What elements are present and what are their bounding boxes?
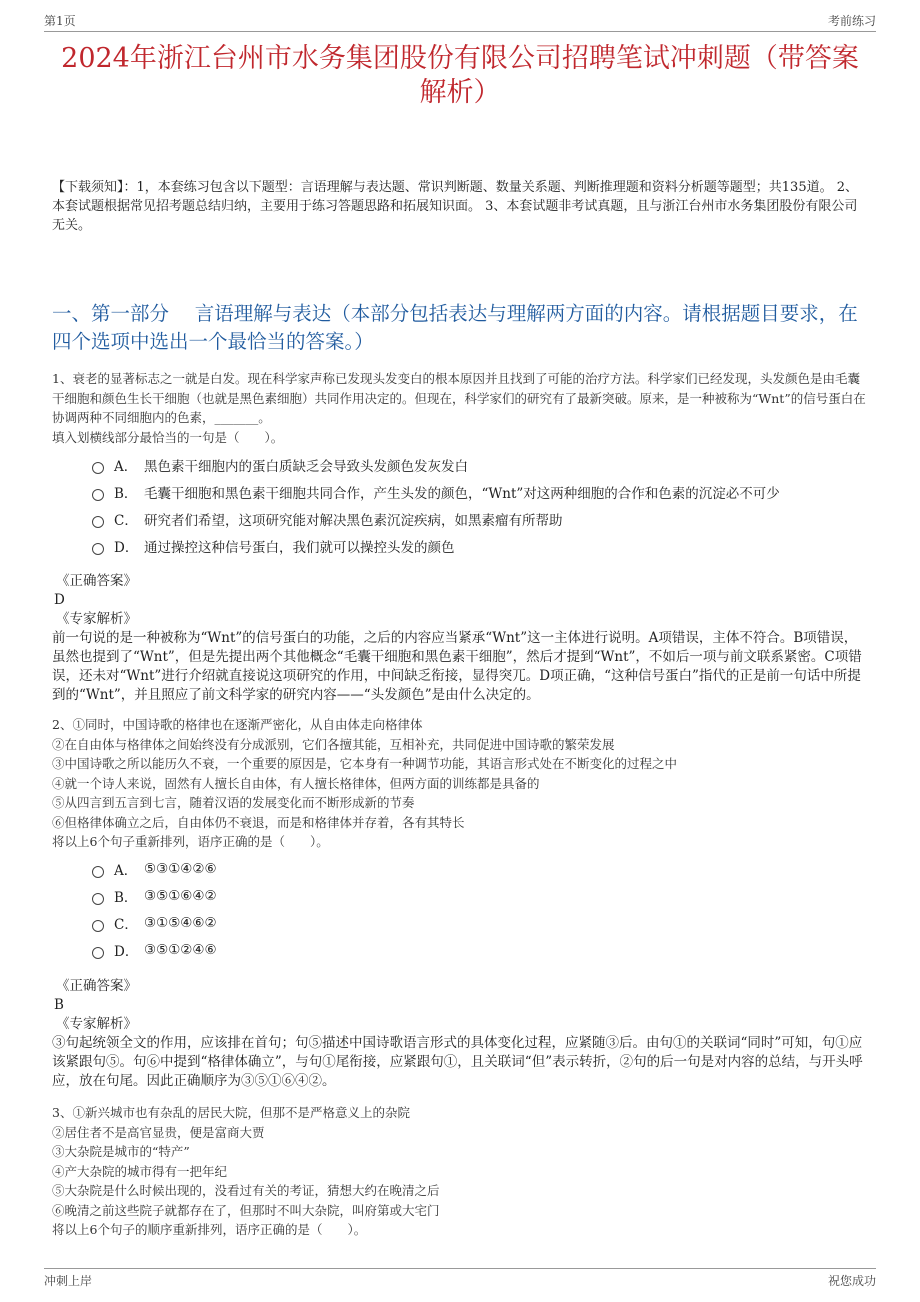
q1-option-c[interactable]: C． 研究者们希望，这项研究能对解决黑色素沉淀疾病，如黑素瘤有所帮助 xyxy=(52,505,868,532)
option-text: 研究者们希望，这项研究能对解决黑色素沉淀疾病，如黑素瘤有所帮助 xyxy=(144,512,563,529)
question-3 xyxy=(52,1103,868,1240)
q1-option-b[interactable]: B． 毛囊干细胞和黑色素干细胞共同合作，产生头发的颜色，“Wnt”对这两种细胞的合作和色素的沉淀必不可少 xyxy=(52,478,868,505)
radio-icon[interactable] xyxy=(92,893,104,905)
document-title: 2024年浙江台州市水务集团股份有限公司招聘笔试冲刺题（带答案解析） xyxy=(61,43,859,108)
q2-prompt: 将以上6个句子重新排列，语序正确的是（ ）。 xyxy=(52,834,329,849)
download-notice: 【下载须知】：1，本套练习包含以下题型：言语理解与表达题、常识判断题、数量关系题、判断推理题和资料分析题等题型；共135道。 2、本套试题根据常见招考题总结归纳，主要用于练习答题思路和拓展知识面。 3、本套试题非考试真题，且与浙江台州市水务集团股份有限公司无关。 xyxy=(52,180,858,233)
section-heading: 一、第一部分 言语理解与表达（本部分包括表达与理解两方面的内容。请根据题目要求，在四个选项中选出一个最恰当的答案。） xyxy=(52,302,858,353)
question-1-prompt: 填入划横线部分最恰当的一句是（ ）。 xyxy=(52,429,284,445)
page-number: 第1页 xyxy=(44,14,76,28)
answer-label: 《正确答案》 xyxy=(56,573,137,589)
option-text: 毛囊干细胞和黑色素干细胞共同合作，产生头发的颜色，“Wnt”对这两种细胞的合作和色素的沉淀必不可少 xyxy=(144,485,780,502)
footer-left: 冲刺上岸 xyxy=(44,1274,93,1288)
radio-icon[interactable] xyxy=(92,920,104,932)
q3-line: ④产大杂院的城市得有一把年纪 xyxy=(52,1163,228,1179)
q1-option-d[interactable]: D． 通过操控这种信号蛋白，我们就可以操控头发的颜色 xyxy=(52,532,868,559)
question-2-options xyxy=(52,856,868,964)
question-2-answer xyxy=(52,977,868,1091)
option-text: 通过操控这种信号蛋白，我们就可以操控头发的颜色 xyxy=(144,539,455,556)
q2-option-b[interactable]: B． ③⑤①⑥④② xyxy=(52,883,868,910)
q2-option-a[interactable]: A． ⑤③①④②⑥ xyxy=(52,856,868,883)
q3-line: ⑥晚清之前这些院子就都存在了，但那时不叫大杂院，叫府第或大宅门 xyxy=(52,1202,440,1218)
explanation-label: 《专家解析》 xyxy=(56,1016,137,1032)
explanation-text: ③句起统领全文的作用，应该排在首句；句⑤描述中国诗歌语言形式的具体变化过程，应紧随③后。由句①的关联词“同时”可知，句①应该紧跟句⑤。句⑥中提到“格律体确立”，与句①尾衔接，应紧跟句①，且关联词“但”表示转折，②句的后一句是对内容的总结，与开头呼应，放在句尾。因此正确顺序为③⑤①⑥④②。 xyxy=(52,1035,863,1089)
footer-right: 祝您成功 xyxy=(827,1274,876,1288)
option-text: ③⑤①⑥④② xyxy=(144,888,217,904)
explanation-label: 《专家解析》 xyxy=(56,611,137,627)
question-2 xyxy=(52,715,868,964)
option-text: 黑色素干细胞内的蛋白质缺乏会导致头发颜色发灰发白 xyxy=(144,458,468,475)
q2-line: ③中国诗歌之所以能历久不衰，一个重要的原因是，它本身有一种调节功能，其语言形式处在不断变化的过程之中 xyxy=(52,756,678,771)
q3-prompt: 将以上6个句子的顺序重新排列，语序正确的是（ ）。 xyxy=(52,1222,367,1237)
q2-line: ⑤从四言到五言到七言，随着汉语的发展变化而不断形成新的节奏 xyxy=(52,795,415,810)
radio-icon[interactable] xyxy=(92,866,104,878)
header-tag: 考前练习 xyxy=(827,14,876,28)
radio-icon[interactable] xyxy=(92,543,104,555)
radio-icon[interactable] xyxy=(92,516,104,528)
answer-label: 《正确答案》 xyxy=(56,978,137,994)
q2-line: ④就一个诗人来说，固然有人擅长自由体，有人擅长格律体，但两方面的训练都是具备的 xyxy=(52,775,540,791)
option-text: ③⑤①②④⑥ xyxy=(144,942,217,958)
page-footer xyxy=(44,1272,876,1292)
answer-value: D xyxy=(54,592,65,608)
page-header xyxy=(44,12,876,32)
q3-line: 3、①新兴城市也有杂乱的居民大院，但那不是严格意义上的杂院 xyxy=(52,1105,410,1120)
header-divider xyxy=(44,31,876,32)
q1-option-a[interactable]: A． 黑色素干细胞内的蛋白质缺乏会导致头发颜色发灰发白 xyxy=(52,451,868,478)
q3-line: ⑤大杂院是什么时候出现的，没看过有关的考证，猜想大约在晚清之后 xyxy=(52,1183,440,1198)
answer-value: B xyxy=(54,997,64,1013)
radio-icon[interactable] xyxy=(92,462,104,474)
question-1-answer xyxy=(52,572,868,705)
footer-divider xyxy=(44,1268,876,1269)
q2-line: ⑥但格律体确立之后，自由体仍不衰退，而是和格律体并存着，各有其特长 xyxy=(52,814,465,830)
q2-option-c[interactable]: C． ③①⑤④⑥② xyxy=(52,910,868,937)
question-1-text: 1、衰老的显著标志之一就是白发。现在科学家声称已发现头发变白的根本原因并且找到了可能的治疗方法。科学家们已经发现，头发颜色是由毛囊干细胞和颜色生长干细胞（也就是黑色素细胞）共同作用决定的。但现在，科学家们的研究有了最新突破。原来，是一种被称为“Wnt”的信号蛋白在协调两种不同细胞内的色素，_______。 xyxy=(52,371,866,425)
q2-line: ②在自由体与格律体之间始终没有分成派别，它们各擅其能，互相补充，共同促进中国诗歌的繁荣发展 xyxy=(52,736,615,752)
q2-option-d[interactable]: D． ③⑤①②④⑥ xyxy=(52,937,868,964)
q3-line: ③大杂院是城市的“特产” xyxy=(52,1144,190,1159)
explanation-text: 前一句说的是一种被称为“Wnt”的信号蛋白的功能，之后的内容应当紧承“Wnt”这一主体进行说明。A项错误，主体不符合。B项错误，虽然也提到了“Wnt”，但是先提出两个其他概念“毛囊干细胞和黑色素干细胞”，然后才提到“Wnt”，不如后一项与前文联系紧密。C项错误，还未对“Wnt”进行介绍就直接说这项研究的作用，中间缺乏衔接，显得突兀。D项正确，“这种信号蛋白”指代的正是前一句话中所提到的“Wnt”，并且照应了前文科学家的研究内容——“头发颜色”是由什么决定的。 xyxy=(52,630,862,703)
question-1-options xyxy=(52,451,868,559)
q3-line: ②居住者不是高官显贵，便是富商大贾 xyxy=(52,1124,265,1140)
radio-icon[interactable] xyxy=(92,489,104,501)
question-1 xyxy=(52,369,868,559)
q2-line: 2、①同时，中国诗歌的格律也在逐渐严密化，从自由体走向格律体 xyxy=(52,717,423,732)
radio-icon[interactable] xyxy=(92,947,104,959)
option-text: ⑤③①④②⑥ xyxy=(144,861,217,877)
option-text: ③①⑤④⑥② xyxy=(144,915,217,931)
